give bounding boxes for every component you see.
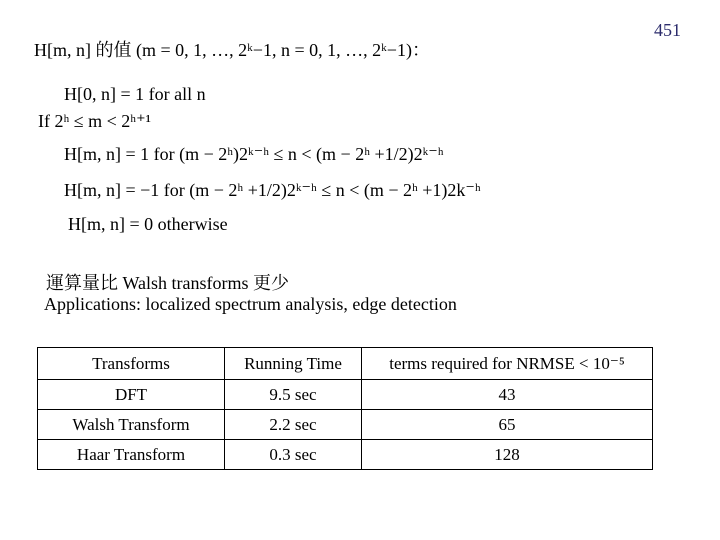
table-cell: 128 xyxy=(362,440,653,470)
computation-note: 運算量比 Walsh transforms 更少 xyxy=(46,273,290,293)
table-cell: DFT xyxy=(38,380,225,410)
table-header-cell: Running Time xyxy=(225,348,362,380)
table-cell: 9.5 sec xyxy=(225,380,362,410)
table-cell: 2.2 sec xyxy=(225,410,362,440)
table-cell: Haar Transform xyxy=(38,440,225,470)
table-cell: 43 xyxy=(362,380,653,410)
table-cell: Walsh Transform xyxy=(38,410,225,440)
formula-line-5: H[m, n] = 0 otherwise xyxy=(68,214,228,234)
table-cell: 65 xyxy=(362,410,653,440)
formula-line-2: If 2ʰ ≤ m < 2ʰ⁺¹ xyxy=(38,111,151,131)
applications-note: Applications: localized spectrum analysis, edge detection xyxy=(44,294,457,314)
formula-line-4: H[m, n] = −1 for (m − 2ʰ +1/2)2ᵏ⁻ʰ ≤ n < (m − 2ʰ +1)2k⁻ʰ xyxy=(64,180,481,200)
table-row xyxy=(38,380,653,410)
formula-line-1: H[0, n] = 1 for all n xyxy=(64,84,206,104)
header-definition: H[m, n] 的值 (m = 0, 1, …, 2ᵏ−1, n = 0, 1, …, 2ᵏ−1)： xyxy=(34,40,430,60)
table-row xyxy=(38,410,653,440)
table-row xyxy=(38,440,653,470)
table-cell: 0.3 sec xyxy=(225,440,362,470)
table-header-cell: terms required for NRMSE < 10⁻⁵ xyxy=(362,348,653,380)
comparison-table xyxy=(37,347,653,470)
table-header-cell: Transforms xyxy=(38,348,225,380)
formula-line-3: H[m, n] = 1 for (m − 2ʰ)2ᵏ⁻ʰ ≤ n < (m − 2ʰ +1/2)2ᵏ⁻ʰ xyxy=(64,144,444,164)
page-number: 451 xyxy=(654,20,681,40)
table-header-row xyxy=(38,348,653,380)
